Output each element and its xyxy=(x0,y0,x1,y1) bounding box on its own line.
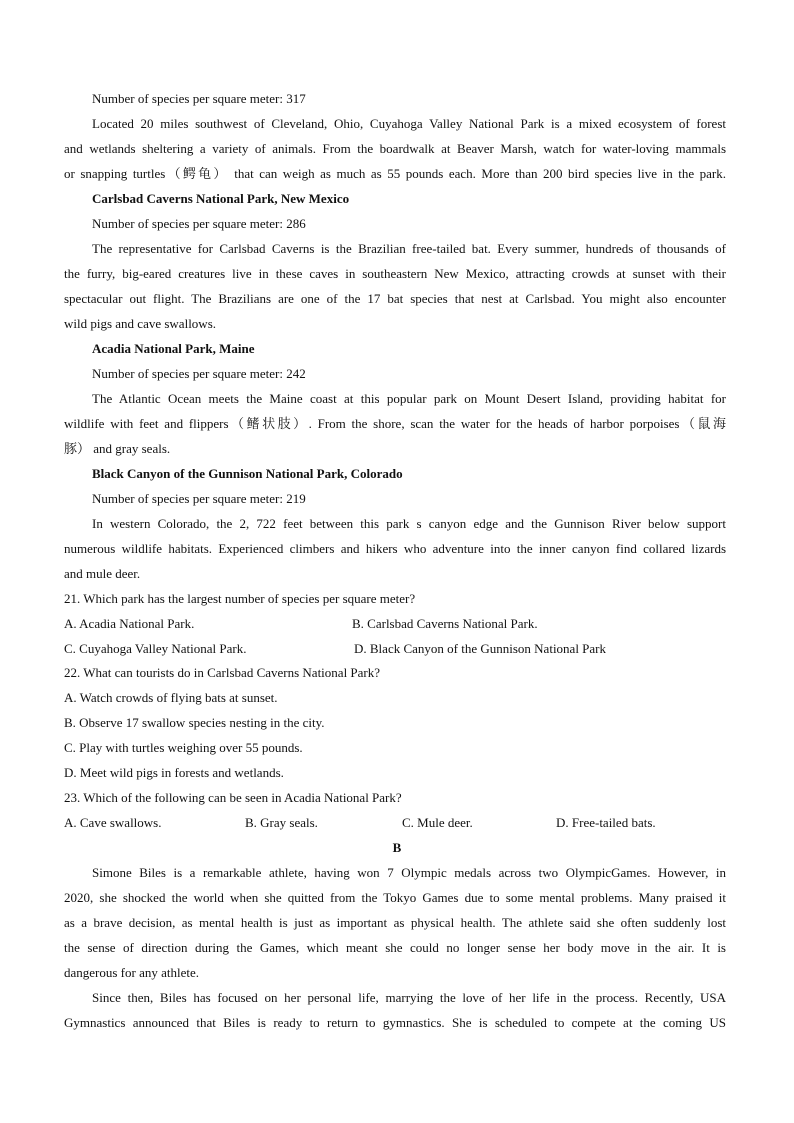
q21-option-c: C. Cuyahoga Valley National Park. xyxy=(64,641,247,656)
q21-option-d: D. Black Canyon of the Gunnison National Park xyxy=(354,641,607,656)
carlsbad-species-count: Number of species per square meter: 286 xyxy=(92,216,306,231)
acadia-heading: Acadia National Park, Maine xyxy=(92,341,255,356)
cuyahoga-paragraph-line: or snapping turtles（鳄龟） that can weigh as much as 55 pounds each. More than 200 bird species live in the park. xyxy=(64,166,726,181)
section-b-label: B xyxy=(392,840,402,855)
q22-option-d: D. Meet wild pigs in forests and wetlands. xyxy=(64,765,284,780)
cuyahoga-paragraph-line: Located 20 miles southwest of Cleveland, Ohio, Cuyahoga Valley National Park is a mixed ecosystem of forest xyxy=(92,116,726,131)
acadia-species-count: Number of species per square meter: 242 xyxy=(92,366,306,381)
carlsbad-heading: Carlsbad Caverns National Park, New Mexico xyxy=(92,191,350,206)
acadia-paragraph-line: 豚） and gray seals. xyxy=(64,441,171,456)
gunnison-paragraph-line: In western Colorado, the 2, 722 feet between this park s canyon edge and the Gunnison River below support xyxy=(92,516,726,531)
biles-paragraph-line: Since then, Biles has focused on her personal life, marrying the love of her life in the process. Recently, USA xyxy=(92,990,726,1005)
biles-paragraph-line: dangerous for any athlete. xyxy=(64,965,200,980)
question-21: 21. Which park has the largest number of species per square meter? xyxy=(64,591,416,606)
cuyahoga-species-count: Number of species per square meter: 317 xyxy=(92,91,306,106)
q22-option-c: C. Play with turtles weighing over 55 pounds. xyxy=(64,740,303,755)
gunnison-heading: Black Canyon of the Gunnison National Park, Colorado xyxy=(92,466,403,481)
gunnison-paragraph-line: numerous wildlife habitats. Experienced climbers and hikers who adventure into the inner canyon find collared lizards xyxy=(64,541,726,556)
question-22: 22. What can tourists do in Carlsbad Caverns National Park? xyxy=(64,665,381,680)
q23-option-c: C. Mule deer. xyxy=(402,815,473,830)
biles-paragraph-line: Simone Biles is a remarkable athlete, having won 7 Olympic medals across two OlympicGames. However, in xyxy=(92,865,726,880)
biles-paragraph-line: 2020, she shocked the world when she quitted from the Tokyo Games due to some mental problems. Many praised it xyxy=(64,890,726,905)
acadia-paragraph-line: The Atlantic Ocean meets the Maine coast at this popular park on Mount Desert Island, providing habitat for xyxy=(92,391,726,406)
q23-option-a: A. Cave swallows. xyxy=(64,815,162,830)
carlsbad-paragraph-line: The representative for Carlsbad Caverns is the Brazilian free-tailed bat. Every summer, hundreds of thousands of xyxy=(92,241,726,256)
biles-paragraph-line: the sense of direction during the Games, which meant she could no longer sense her body move in the air. It is xyxy=(64,940,726,955)
acadia-paragraph-line: wildlife with feet and flippers（鳍状肢）. From the shore, scan the water for the heads of harbor porpoises（鼠海 xyxy=(64,416,726,431)
gunnison-species-count: Number of species per square meter: 219 xyxy=(92,491,306,506)
biles-paragraph-line: as a brave decision, as mental health is just as important as physical health. The athlete said she often suddenly lost xyxy=(64,915,726,930)
q23-option-d: D. Free-tailed bats. xyxy=(556,815,656,830)
carlsbad-paragraph-line: the furry, big-eared creatures live in these caves in southeastern New Mexico, attracting crowds at sunset with their xyxy=(64,266,726,281)
q21-option-a: A. Acadia National Park. xyxy=(64,616,195,631)
cuyahoga-paragraph-line: and wetlands sheltering a variety of animals. From the boardwalk at Beaver Marsh, watch for water-loving mammals xyxy=(64,141,726,156)
gunnison-paragraph-line: and mule deer. xyxy=(64,566,141,581)
question-23: 23. Which of the following can be seen in Acadia National Park? xyxy=(64,790,402,805)
q21-option-b: B. Carlsbad Caverns National Park. xyxy=(352,616,538,631)
biles-paragraph-line: Gymnastics announced that Biles is ready to return to gymnastics. She is scheduled to compete at the coming US xyxy=(64,1015,726,1030)
q22-option-a: A. Watch crowds of flying bats at sunset. xyxy=(64,690,278,705)
carlsbad-paragraph-line: spectacular out flight. The Brazilians are one of the 17 bat species that nest at Carlsbad. You might also encounter xyxy=(64,291,726,306)
q22-option-b: B. Observe 17 swallow species nesting in the city. xyxy=(64,715,325,730)
carlsbad-paragraph-line: wild pigs and cave swallows. xyxy=(64,316,217,331)
q23-option-b: B. Gray seals. xyxy=(245,815,318,830)
